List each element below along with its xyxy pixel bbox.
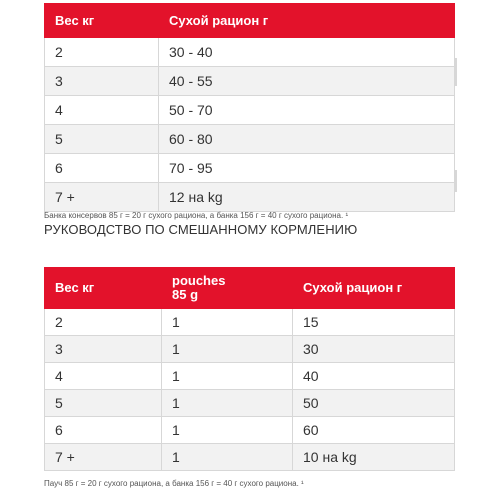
dry-ration-cell: 15	[293, 309, 455, 336]
weight-cell: 2	[45, 38, 159, 67]
pouches-cell: 1	[162, 336, 293, 363]
column-header-dry-ration: Сухой рацион г	[293, 268, 455, 309]
table-row	[45, 183, 455, 212]
weight-cell: 6	[45, 154, 159, 183]
pouches-header-label: pouches 85 g	[172, 273, 226, 302]
table-edge-divider	[455, 170, 457, 192]
weight-cell: 3	[45, 336, 162, 363]
weight-cell: 3	[45, 67, 159, 96]
dry-ration-cell: 50 - 70	[159, 96, 455, 125]
pouches-cell: 1	[162, 309, 293, 336]
dry-ration-cell: 40	[293, 363, 455, 390]
table-row	[45, 125, 455, 154]
footnote-pouch: Пауч 85 г = 20 г сухого рациона, а банка 156 г = 40 г сухого рациона. ¹	[44, 479, 304, 488]
table-row	[45, 390, 455, 417]
pouches-cell: 1	[162, 390, 293, 417]
pouches-cell: 1	[162, 444, 293, 471]
dry-ration-cell: 30 - 40	[159, 38, 455, 67]
table-row	[45, 363, 455, 390]
dry-ration-cell: 70 - 95	[159, 154, 455, 183]
table-header-row	[45, 268, 455, 309]
column-header-dry-ration: Сухой рацион г	[159, 4, 455, 38]
table-row	[45, 336, 455, 363]
table-row	[45, 444, 455, 471]
pouches-cell: 1	[162, 417, 293, 444]
footnote-canned-food: Банка консервов 85 г = 20 г сухого рациона, а банка 156 г = 40 г сухого рациона. ¹	[44, 211, 349, 220]
table-edge-divider	[455, 58, 457, 86]
table-row	[45, 96, 455, 125]
table-row	[45, 309, 455, 336]
dry-ration-cell: 60 - 80	[159, 125, 455, 154]
table-row	[45, 417, 455, 444]
mixed-feeding-heading: РУКОВОДСТВО ПО СМЕШАННОМУ КОРМЛЕНИЮ	[44, 222, 358, 237]
column-header-weight: Вес кг	[45, 268, 162, 309]
column-header-weight: Вес кг	[45, 4, 159, 38]
weight-cell: 5	[45, 125, 159, 154]
table-row	[45, 154, 455, 183]
dry-ration-cell: 50	[293, 390, 455, 417]
dry-ration-cell: 10 на kg	[293, 444, 455, 471]
dry-ration-cell: 40 - 55	[159, 67, 455, 96]
column-header-pouches	[162, 268, 293, 309]
weight-cell: 4	[45, 96, 159, 125]
weight-cell: 4	[45, 363, 162, 390]
weight-cell: 7 +	[45, 183, 159, 212]
pouches-cell: 1	[162, 363, 293, 390]
dry-ration-cell: 12 на kg	[159, 183, 455, 212]
weight-cell: 6	[45, 417, 162, 444]
weight-cell: 5	[45, 390, 162, 417]
table-row	[45, 67, 455, 96]
dry-ration-cell: 30	[293, 336, 455, 363]
dry-feeding-table	[44, 3, 455, 212]
mixed-feeding-table	[44, 267, 455, 471]
dry-ration-cell: 60	[293, 417, 455, 444]
weight-cell: 7 +	[45, 444, 162, 471]
table-header-row	[45, 4, 455, 38]
table-row	[45, 38, 455, 67]
weight-cell: 2	[45, 309, 162, 336]
